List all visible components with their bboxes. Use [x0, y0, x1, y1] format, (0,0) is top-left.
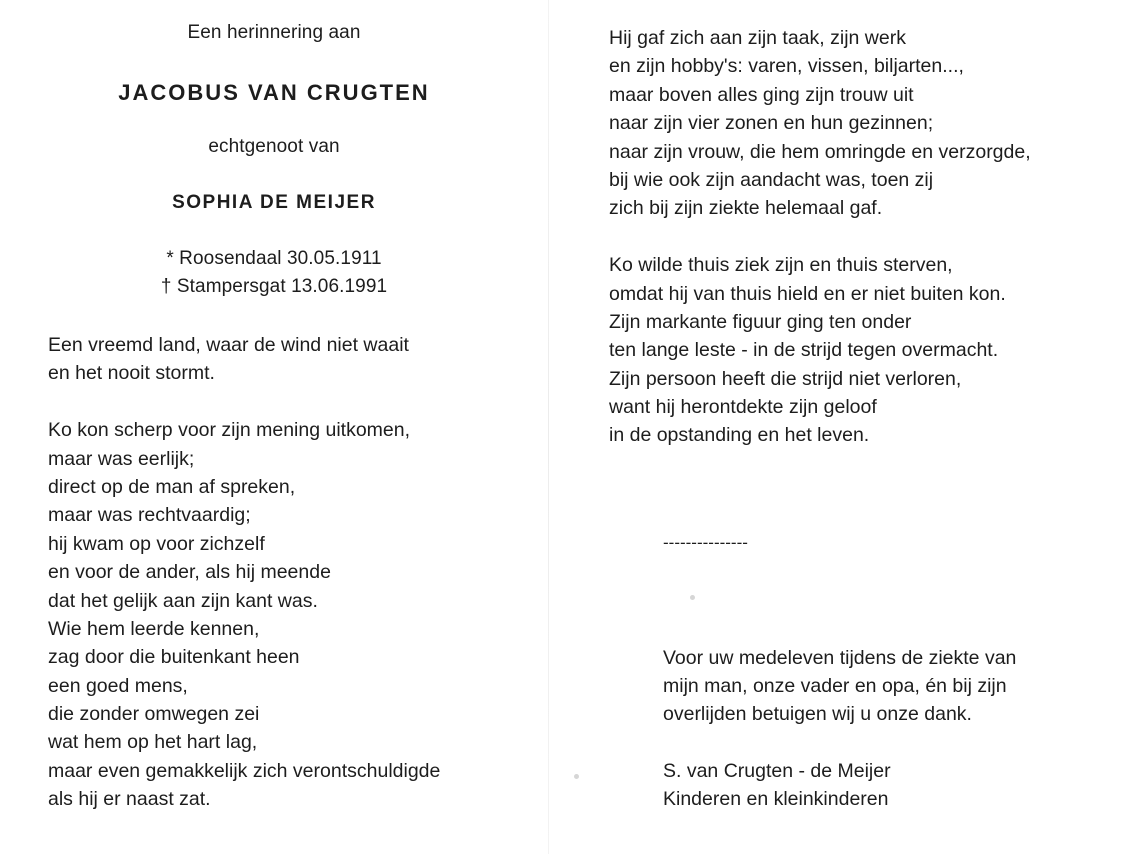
poem-right	[609, 24, 1031, 450]
poem-line: Ko wilde thuis ziek zijn en thuis sterven,	[609, 254, 953, 277]
poem-line: want hij herontdekte zijn geloof	[609, 396, 877, 419]
signature-block	[663, 757, 891, 813]
thanks-line: Voor uw medeleven tijdens de ziekte van	[663, 647, 1017, 669]
poem-line: Zijn markante figuur ging ten onder	[609, 310, 912, 333]
thanks-message	[663, 644, 1016, 729]
poem-line: naar zijn vier zonen en hun gezinnen;	[609, 112, 934, 135]
poem-line: maar was rechtvaardig;	[48, 504, 251, 527]
poem-line: zich bij zijn ziekte helemaal gaf.	[609, 197, 883, 220]
poem-line: Wie hem leerde kennen,	[48, 617, 260, 640]
poem-line: dat het gelijk aan zijn kant was.	[48, 589, 318, 612]
thanks-line: overlijden betuigen wij u onze dank.	[663, 703, 972, 726]
poem-line: maar even gemakkelijk zich verontschuldigde	[48, 759, 441, 782]
poem-line: maar was eerlijk;	[48, 447, 195, 470]
deceased-name: JACOBUS VAN CRUGTEN	[118, 80, 430, 105]
signature-line: Kinderen en kleinkinderen	[663, 788, 889, 811]
poem-line: direct op de man af spreken,	[48, 475, 296, 498]
poem-line: bij wie ook zijn aandacht was, toen zij	[609, 168, 934, 191]
poem-line: omdat hij van thuis hield en er niet buiten kon.	[609, 282, 1006, 305]
signature-line: S. van Crugten - de Meijer	[663, 760, 891, 782]
spouse-name: SOPHIA DE MEIJER	[172, 192, 376, 213]
death-info: † Stampersgat 13.06.1991	[160, 276, 388, 297]
poem-line: hij kwam op voor zichzelf	[48, 532, 265, 555]
poem-line: en voor de ander, als hij meende	[48, 561, 331, 584]
right-panel	[549, 0, 1148, 854]
poem-line: Hij gaf zich aan zijn taak, zijn werk	[609, 27, 906, 49]
thanks-line: mijn man, onze vader en opa, én bij zijn	[663, 675, 1007, 698]
poem-line: Ko kon scherp voor zijn mening uitkomen,	[48, 419, 411, 442]
separator-dashes: ---------------	[663, 533, 748, 552]
poem-left	[48, 331, 440, 814]
poem-line: een goed mens,	[48, 674, 188, 697]
stanza-gap	[48, 388, 440, 416]
left-panel	[0, 0, 548, 854]
stanza-gap	[609, 223, 1031, 251]
poem-line: zag door die buitenkant heen	[48, 646, 300, 669]
poem-line: in de opstanding en het leven.	[609, 424, 870, 447]
relation-text: echtgenoot van	[208, 136, 340, 157]
poem-line: Een vreemd land, waar de wind niet waait	[48, 334, 409, 356]
poem-line: Zijn persoon heeft die strijd niet verloren,	[609, 367, 962, 390]
poem-line: maar boven alles ging zijn trouw uit	[609, 83, 914, 106]
poem-line: wat hem op het hart lag,	[48, 731, 258, 754]
poem-line: als hij er naast zat.	[48, 788, 211, 811]
poem-line: en het nooit stormt.	[48, 362, 215, 385]
birth-info: * Roosendaal 30.05.1911	[166, 248, 382, 269]
poem-line: en zijn hobby's: varen, vissen, biljarten...,	[609, 55, 964, 78]
intro-text: Een herinnering aan	[187, 22, 361, 43]
poem-line: die zonder omwegen zei	[48, 703, 260, 726]
poem-line: naar zijn vrouw, die hem omringde en verzorgde,	[609, 140, 1031, 163]
poem-line: ten lange leste - in de strijd tegen overmacht.	[609, 339, 999, 362]
